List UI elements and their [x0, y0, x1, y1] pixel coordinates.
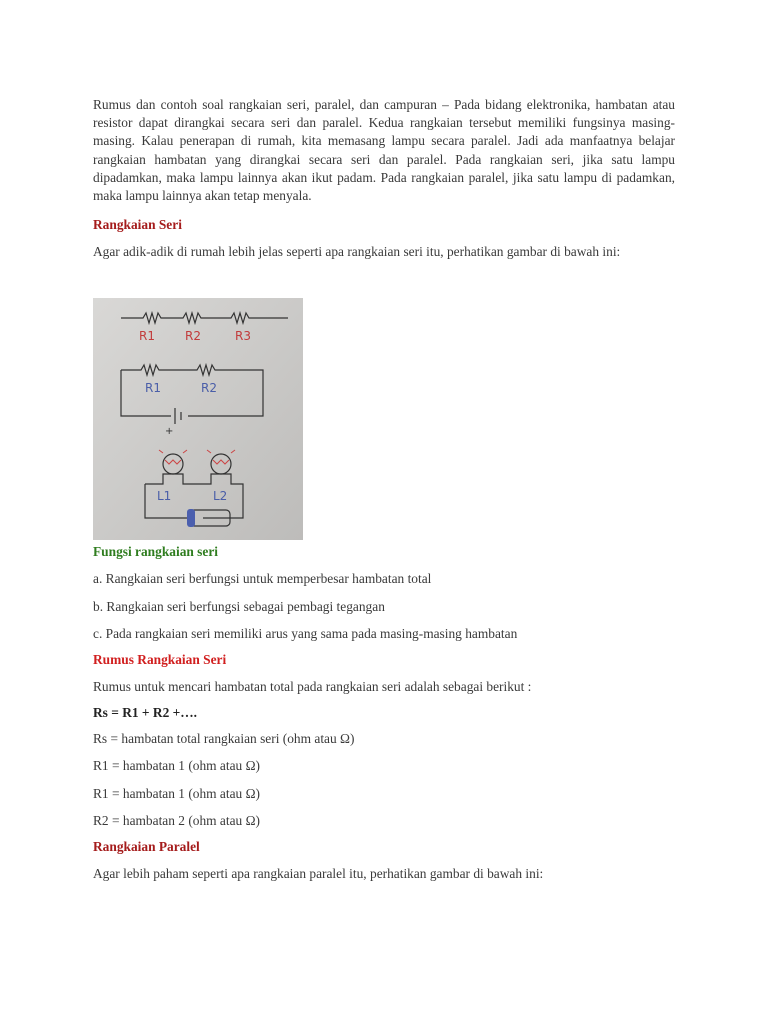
paralel-lead: Agar lebih paham seperti apa rangkaian paralel itu, perhatikan gambar di bawah ini: — [93, 866, 544, 882]
label-top-r3: R3 — [235, 329, 251, 344]
circuit-sketch-image — [93, 298, 303, 540]
document-page — [93, 96, 675, 883]
definition-line: R2 = hambatan 2 (ohm atau Ω) — [93, 812, 260, 828]
label-mid-r2: R2 — [201, 381, 217, 396]
battery-cap — [187, 509, 195, 527]
label-top-r2: R2 — [185, 329, 201, 344]
fungsi-item: b. Rangkaian seri berfungsi sebagai pembagi tegangan — [93, 598, 385, 614]
rumus-lead: Rumus untuk mencari hambatan total pada rangkaian seri adalah sebagai berikut : — [93, 679, 532, 695]
label-top-r1: R1 — [139, 329, 155, 344]
seri-lead-paragraph: Agar adik-adik di rumah lebih jelas seperti apa rangkaian seri itu, perhatikan gambar di bawah ini: — [93, 244, 621, 260]
definition-line: R1 = hambatan 1 (ohm atau Ω) — [93, 758, 260, 774]
label-lamp-l2: L2 — [213, 489, 228, 504]
definition-line: R1 = hambatan 1 (ohm atau Ω) — [93, 785, 260, 801]
heading-rumus: Rumus Rangkaian Seri — [93, 652, 227, 668]
heading-rangkaian-paralel: Rangkaian Paralel — [93, 839, 200, 855]
label-mid-r1: R1 — [145, 381, 161, 396]
battery-polarity: + — [165, 426, 174, 438]
label-lamp-l1: L1 — [157, 489, 172, 504]
heading-fungsi: Fungsi rangkaian seri — [93, 544, 219, 560]
fungsi-item: a. Rangkaian seri berfungsi untuk memperbesar hambatan total — [93, 571, 432, 587]
heading-rangkaian-seri: Rangkaian Seri — [93, 217, 182, 233]
series-circuit-figure — [93, 298, 303, 540]
definition-line: Rs = hambatan total rangkaian seri (ohm atau Ω) — [93, 731, 355, 747]
series-formula: Rs = R1 + R2 +…. — [93, 705, 197, 721]
intro-paragraph: Rumus dan contoh soal rangkaian seri, paralel, dan campuran – Pada bidang elektronika, hambatan atau resistor dapat dirangkai secara seri dan paralel. Kedua rangkaian tersebut memiliki fungsinya masing-masing. Kalau penerapan di rumah, kita memasang lampu secara paralel. Jadi ada manfaatnya belajar rangkaian hambatan yang dirangkai secara seri dan paralel. Pada rangkaian seri, jika satu lampu dipadamkan, maka lampu lainnya akan ikut padam. Pada rangkaian paralel, jika satu lampu di padamkan, maka lampu lainnya akan tetap menyala. — [93, 97, 675, 204]
fungsi-item: c. Pada rangkaian seri memiliki arus yang sama pada masing-masing hambatan — [93, 625, 518, 641]
